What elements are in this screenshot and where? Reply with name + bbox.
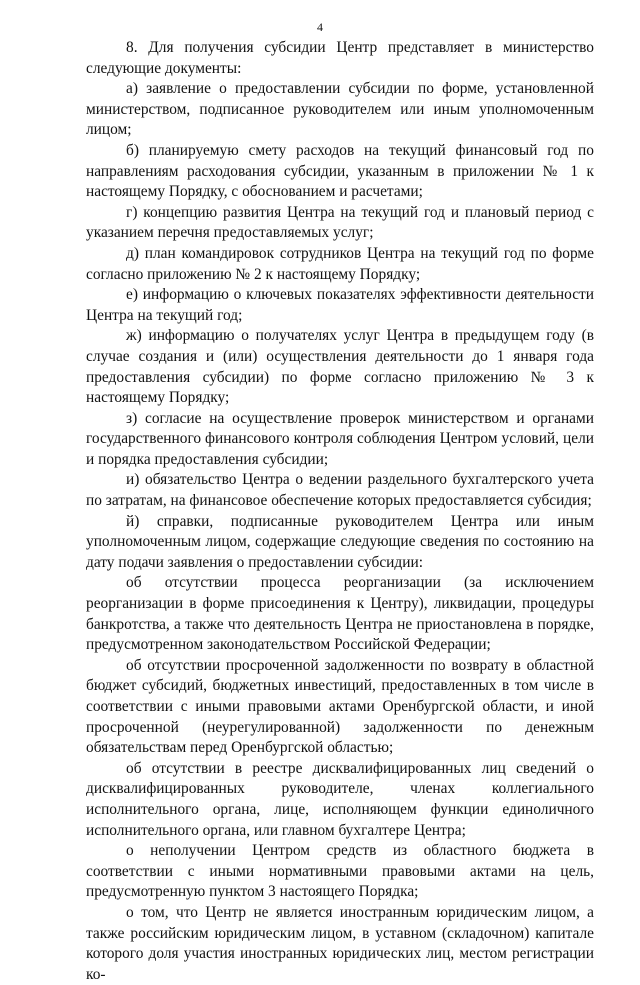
paragraph-subitem-d: д) план командировок сотрудников Центра на текущий год по форме согласно приложению № 2 к настоящему Порядку; xyxy=(86,244,594,283)
paragraph-subitem-z: з) согласие на осуществление проверок министерством и органами государственного финансового контроля соблюдения Центром условий, цели и порядка предоставления субсидии; xyxy=(86,409,594,468)
paragraph-disqualified: об отсутствии в реестре дисквалифицированных лиц сведений о дисквалифицированных руководителе, членах коллегиального исполнительного органа, лице, исполняющем функции единоличного исполнительного органа, или главном бухгалтере Центра; xyxy=(86,759,594,839)
paragraph-subitem-i: и) обязательство Центра о ведении раздельного бухгалтерского учета по затратам, на финансовое обеспечение которых предоставляется субсидия; xyxy=(86,471,594,510)
paragraph-reorganization: об отсутствии процесса реорганизации (за исключением реорганизации в форме присоединения к Центру), ликвидации, процедуры банкротства, а также что деятельность Центра не приостановлена в порядке, предусмотренном законодательством Российской Федерации; xyxy=(86,574,594,654)
paragraph-subitem-g: г) концепцию развития Центра на текущий год и плановый период с указанием перечня предоставляемых услуг; xyxy=(86,203,594,242)
page-number: 4 xyxy=(317,20,323,34)
paragraph-debt: об отсутствии просроченной задолженности по возврату в областной бюджет субсидий, бюджетных инвестиций, предоставленных в том числе в соответствии с иными правовыми актами Оренбургской области, и иной просроченной (неурегулированной) задолженности по денежным обязательствам перед Оренбургской областью; xyxy=(86,656,594,757)
paragraph-subitem-e: е) информацию о ключевых показателях эффективности деятельности Центра на текущий год; xyxy=(86,286,594,324)
paragraph-item-8-intro: 8. Для получения субсидии Центр представляет в министерство следующие документы: xyxy=(86,39,594,77)
paragraph-not-foreign: о том, что Центр не является иностранным юридическим лицом, а также российским юридическим лицом, в уставном (складочном) капитале которого доля участия иностранных юридических лиц, местом регистрации ко- xyxy=(86,903,594,983)
document-body xyxy=(86,38,594,985)
paragraph-subitem-y: й) справки, подписанные руководителем Центра или иным уполномоченным лицом, содержащие следующие сведения по состоянию на дату подачи заявления о предоставлении субсидии: xyxy=(86,512,594,571)
paragraph-subitem-zh: ж) информацию о получателях услуг Центра в предыдущем году (в случае создания и (или) осуществления деятельности до 1 января года предоставления субсидии) по форме согласно приложению № 3 к настоящему Порядку; xyxy=(86,327,594,407)
paragraph-no-funds: о неполучении Центром средств из областного бюджета в соответствии с иными нормативными правовыми актами на цель, предусмотренную пунктом 3 настоящего Порядка; xyxy=(86,842,594,901)
paragraph-subitem-b: б) планируемую смету расходов на текущий финансовый год по направлениям расходования субсидии, указанным в приложении № 1 к настоящему Порядку, с обоснованием и расчетами; xyxy=(86,141,594,201)
paragraph-subitem-a: а) заявление о предоставлении субсидии по форме, установленной министерством, подписанное руководителем или иным уполномоченным лицом; xyxy=(86,80,594,139)
